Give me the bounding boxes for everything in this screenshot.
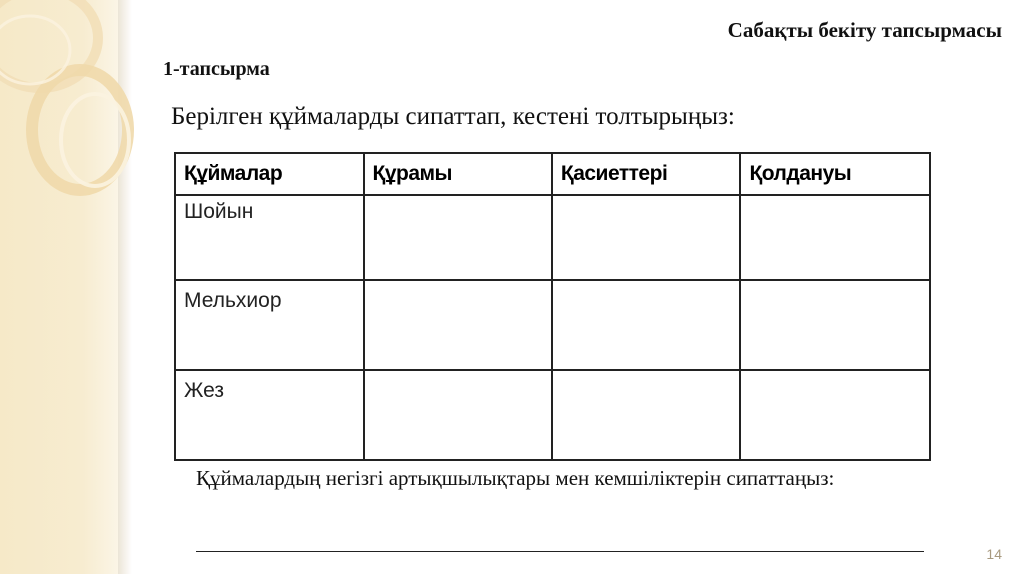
header-composition: Құрамы [364, 153, 552, 195]
header-alloys: Құймалар [175, 153, 364, 195]
slide-title: Сабақты бекіту тапсырмасы [727, 18, 1002, 42]
answer-line [196, 551, 924, 552]
instruction-text: Берілген құймаларды сипаттап, кестені толтырыңыз: [171, 103, 735, 130]
table-row [175, 280, 930, 370]
decorative-rings [0, 0, 140, 574]
usage-cell [740, 280, 930, 370]
usage-cell [740, 195, 930, 280]
task-label: 1-тапсырма [163, 58, 270, 80]
alloys-table [174, 152, 931, 461]
properties-cell [552, 370, 741, 460]
header-usage: Қолдануы [740, 153, 930, 195]
header-properties: Қасиеттері [552, 153, 741, 195]
composition-cell [364, 195, 552, 280]
table-header-row [175, 153, 930, 195]
page-number: 14 [986, 546, 1002, 562]
alloy-name-cell: Мельхиор [175, 280, 364, 370]
table-row [175, 195, 930, 280]
alloy-name-cell: Шойын [175, 195, 364, 280]
properties-cell [552, 195, 741, 280]
alloy-name-cell: Жез [175, 370, 364, 460]
usage-cell [740, 370, 930, 460]
composition-cell [364, 280, 552, 370]
table-row [175, 370, 930, 460]
question-text: Құймалардың негізгі артықшылықтары мен кемшіліктерін сипаттаңыз: [196, 466, 835, 490]
properties-cell [552, 280, 741, 370]
composition-cell [364, 370, 552, 460]
